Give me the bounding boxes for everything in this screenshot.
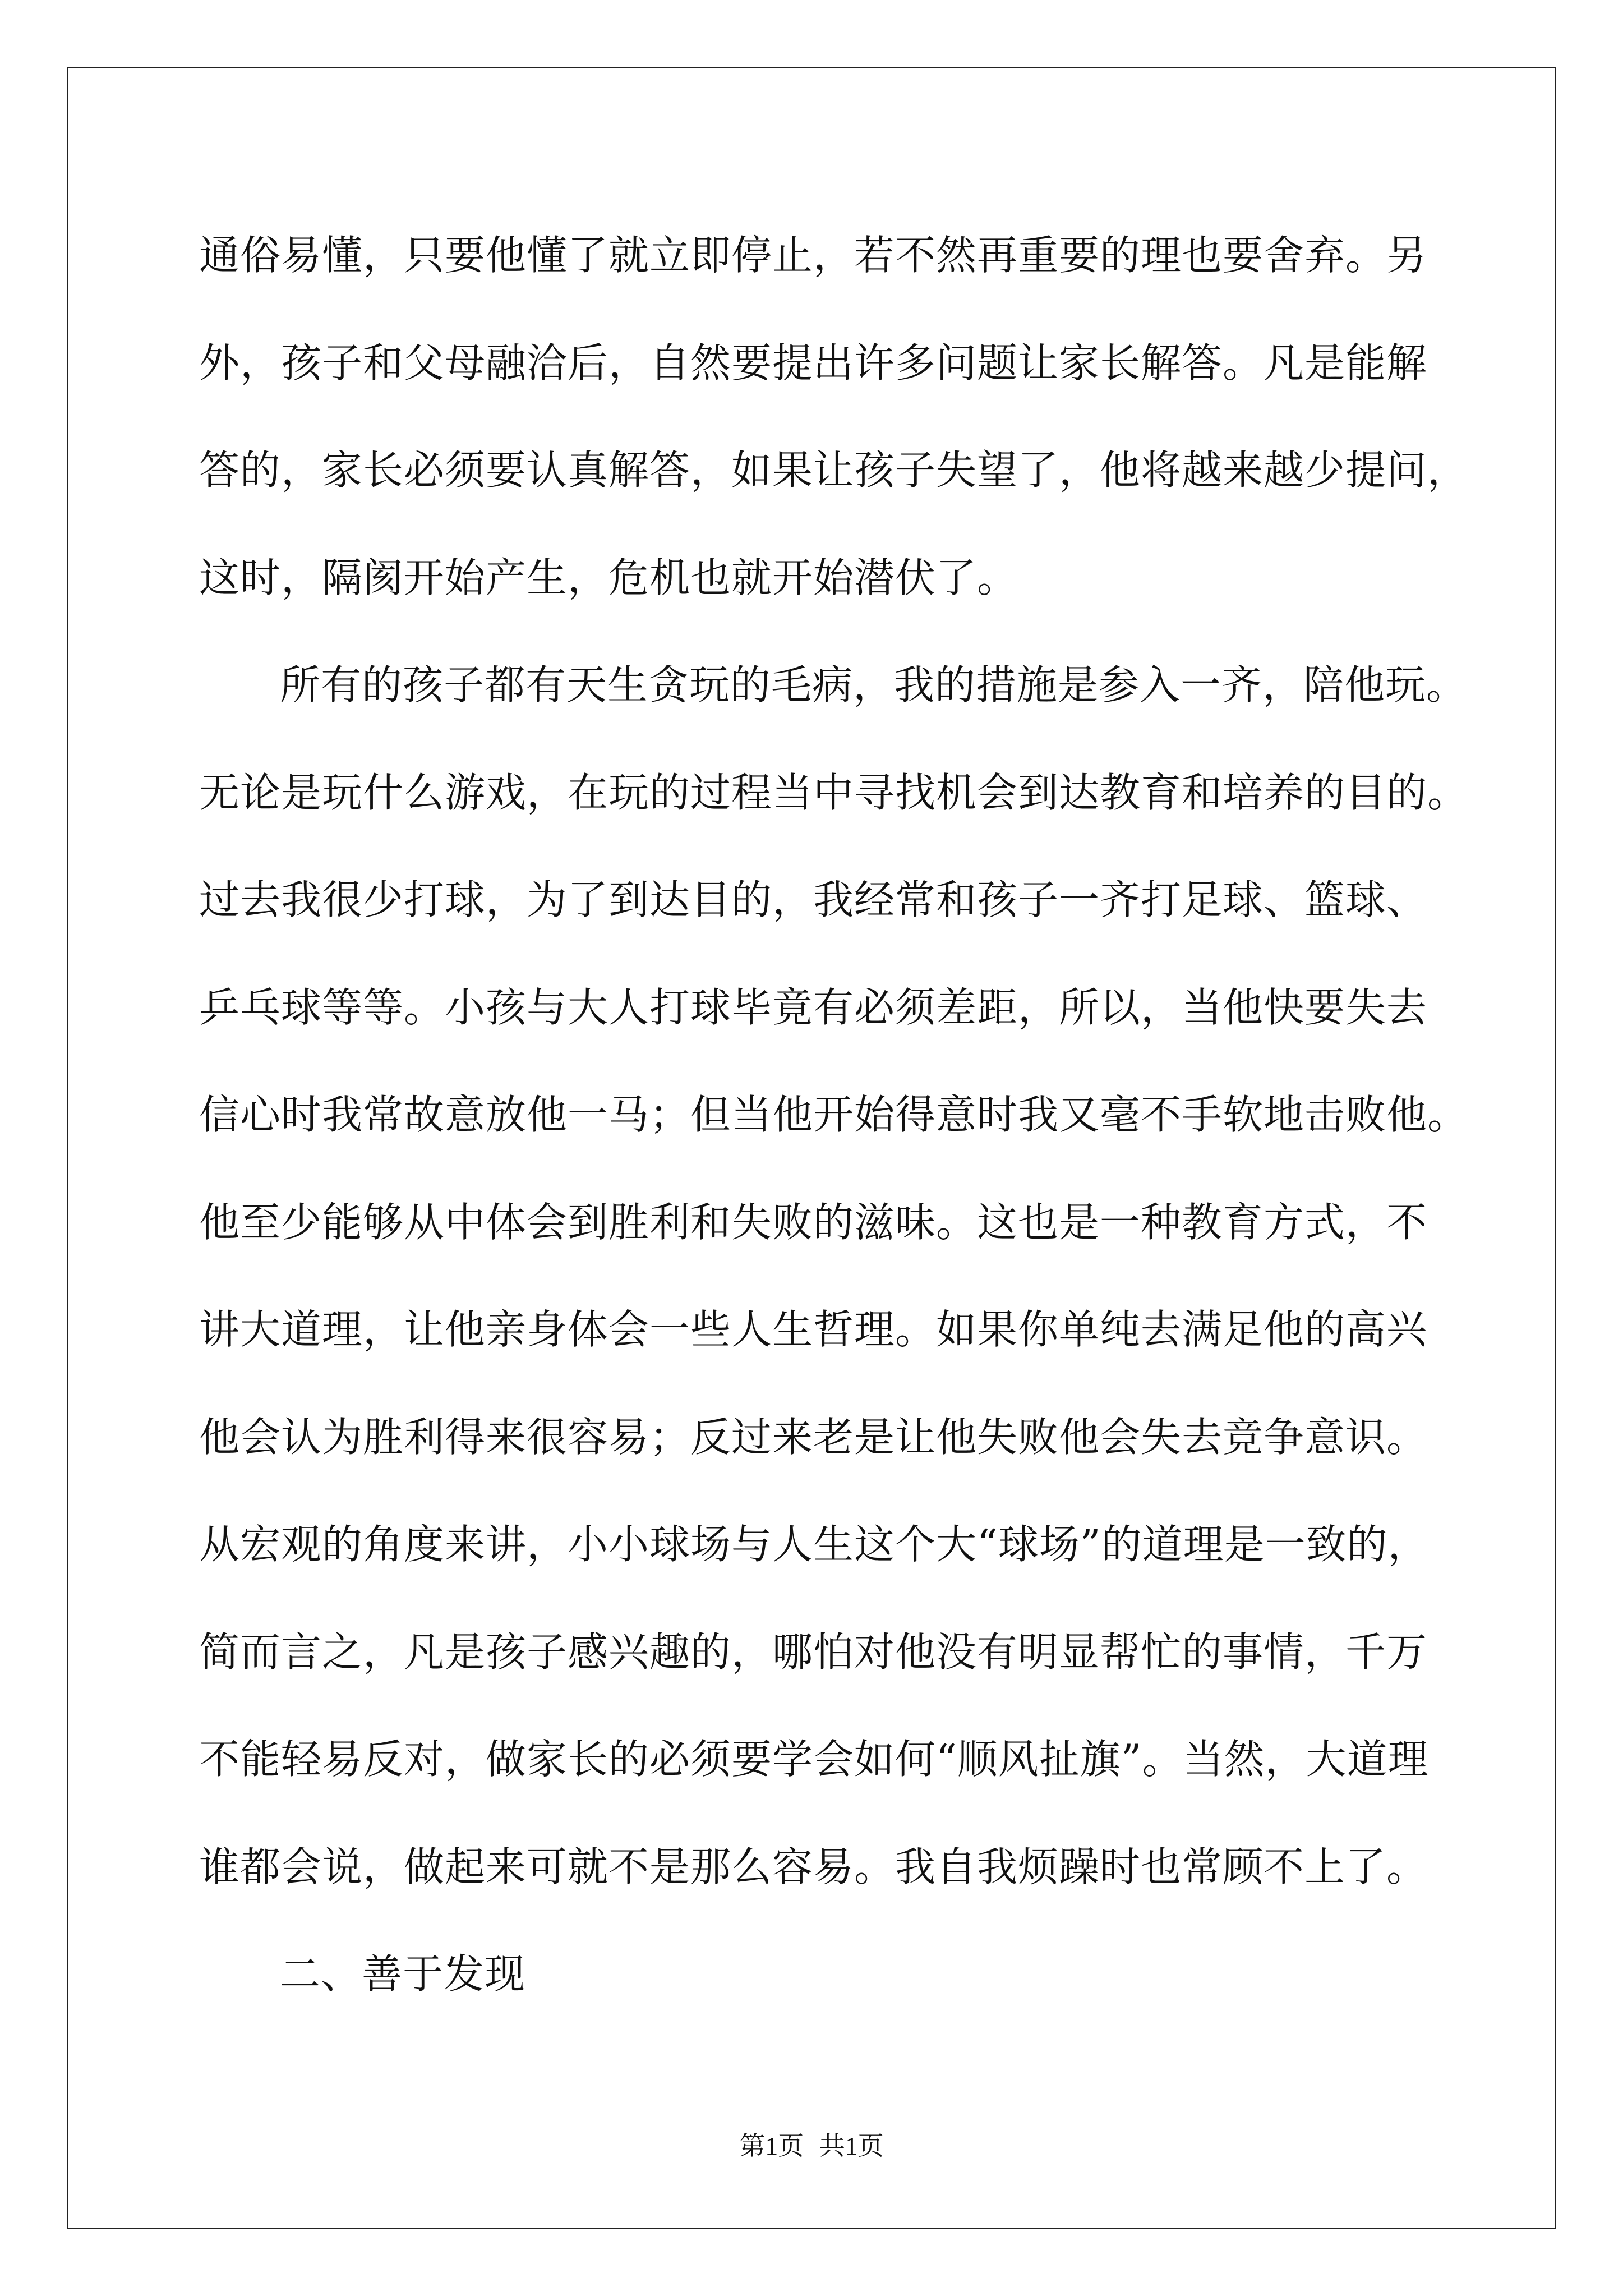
page-number: 第1页 [739,2132,804,2160]
paragraph-first-line: 所有的孩子都有天生贪玩的毛病，我的措施是参入一齐，陪他玩。 [280,661,1468,708]
text-line: 他至少能够从中体会到胜利和失败的滋味。这也是一种教育方式，不 [199,1198,1428,1246]
text-line: 通俗易懂，只要他懂了就立即停止，若不然再重要的理也要舍弃。另 [199,232,1428,279]
document-body [199,202,1469,2028]
text-line: 他会认为胜利得来很容易；反过来老是让他失败他会失去竞争意识。 [199,1413,1428,1461]
text-line: 谁都会说，做起来可就不是那么容易。我自我烦躁时也常顾不上了。 [199,1843,1428,1890]
text-line: 这时，隔阂开始产生，危机也就开始潜伏了。 [199,554,1018,601]
page-footer [0,2129,1623,2163]
text-line: 乒乓球等等。小孩与大人打球毕竟有必须差距，所以，当他快要失去 [199,983,1428,1031]
text-line: 过去我很少打球，为了到达目的，我经常和孩子一齐打足球、篮球、 [199,876,1428,923]
text-line: 讲大道理，让他亲身体会一些人生哲理。如果你单纯去满足他的高兴 [199,1306,1428,1353]
section-heading: 二、善于发现 [280,1950,526,1998]
text-line: 不能轻易反对，做家长的必须要学会如何“顺风扯旗”。当然，大道理 [199,1736,1429,1783]
text-line: 答的，家长必须要认真解答，如果让孩子失望了，他将越来越少提问， [199,447,1469,494]
text-line: 无论是玩什么游戏，在玩的过程当中寻找机会到达教育和培养的目的。 [199,769,1469,816]
text-line: 简而言之，凡是孩子感兴趣的，哪怕对他没有明显帮忙的事情，千万 [199,1628,1428,1676]
text-line: 从宏观的角度来讲，小小球场与人生这个大“球场”的道理是一致的， [199,1521,1429,1568]
text-line: 信心时我常故意放他一马；但当他开始得意时我又毫不手软地击败他。 [199,1091,1469,1138]
page-total: 共1页 [819,2132,884,2160]
text-line: 外，孩子和父母融洽后，自然要提出许多问题让家长解答。凡是能解 [199,339,1428,386]
